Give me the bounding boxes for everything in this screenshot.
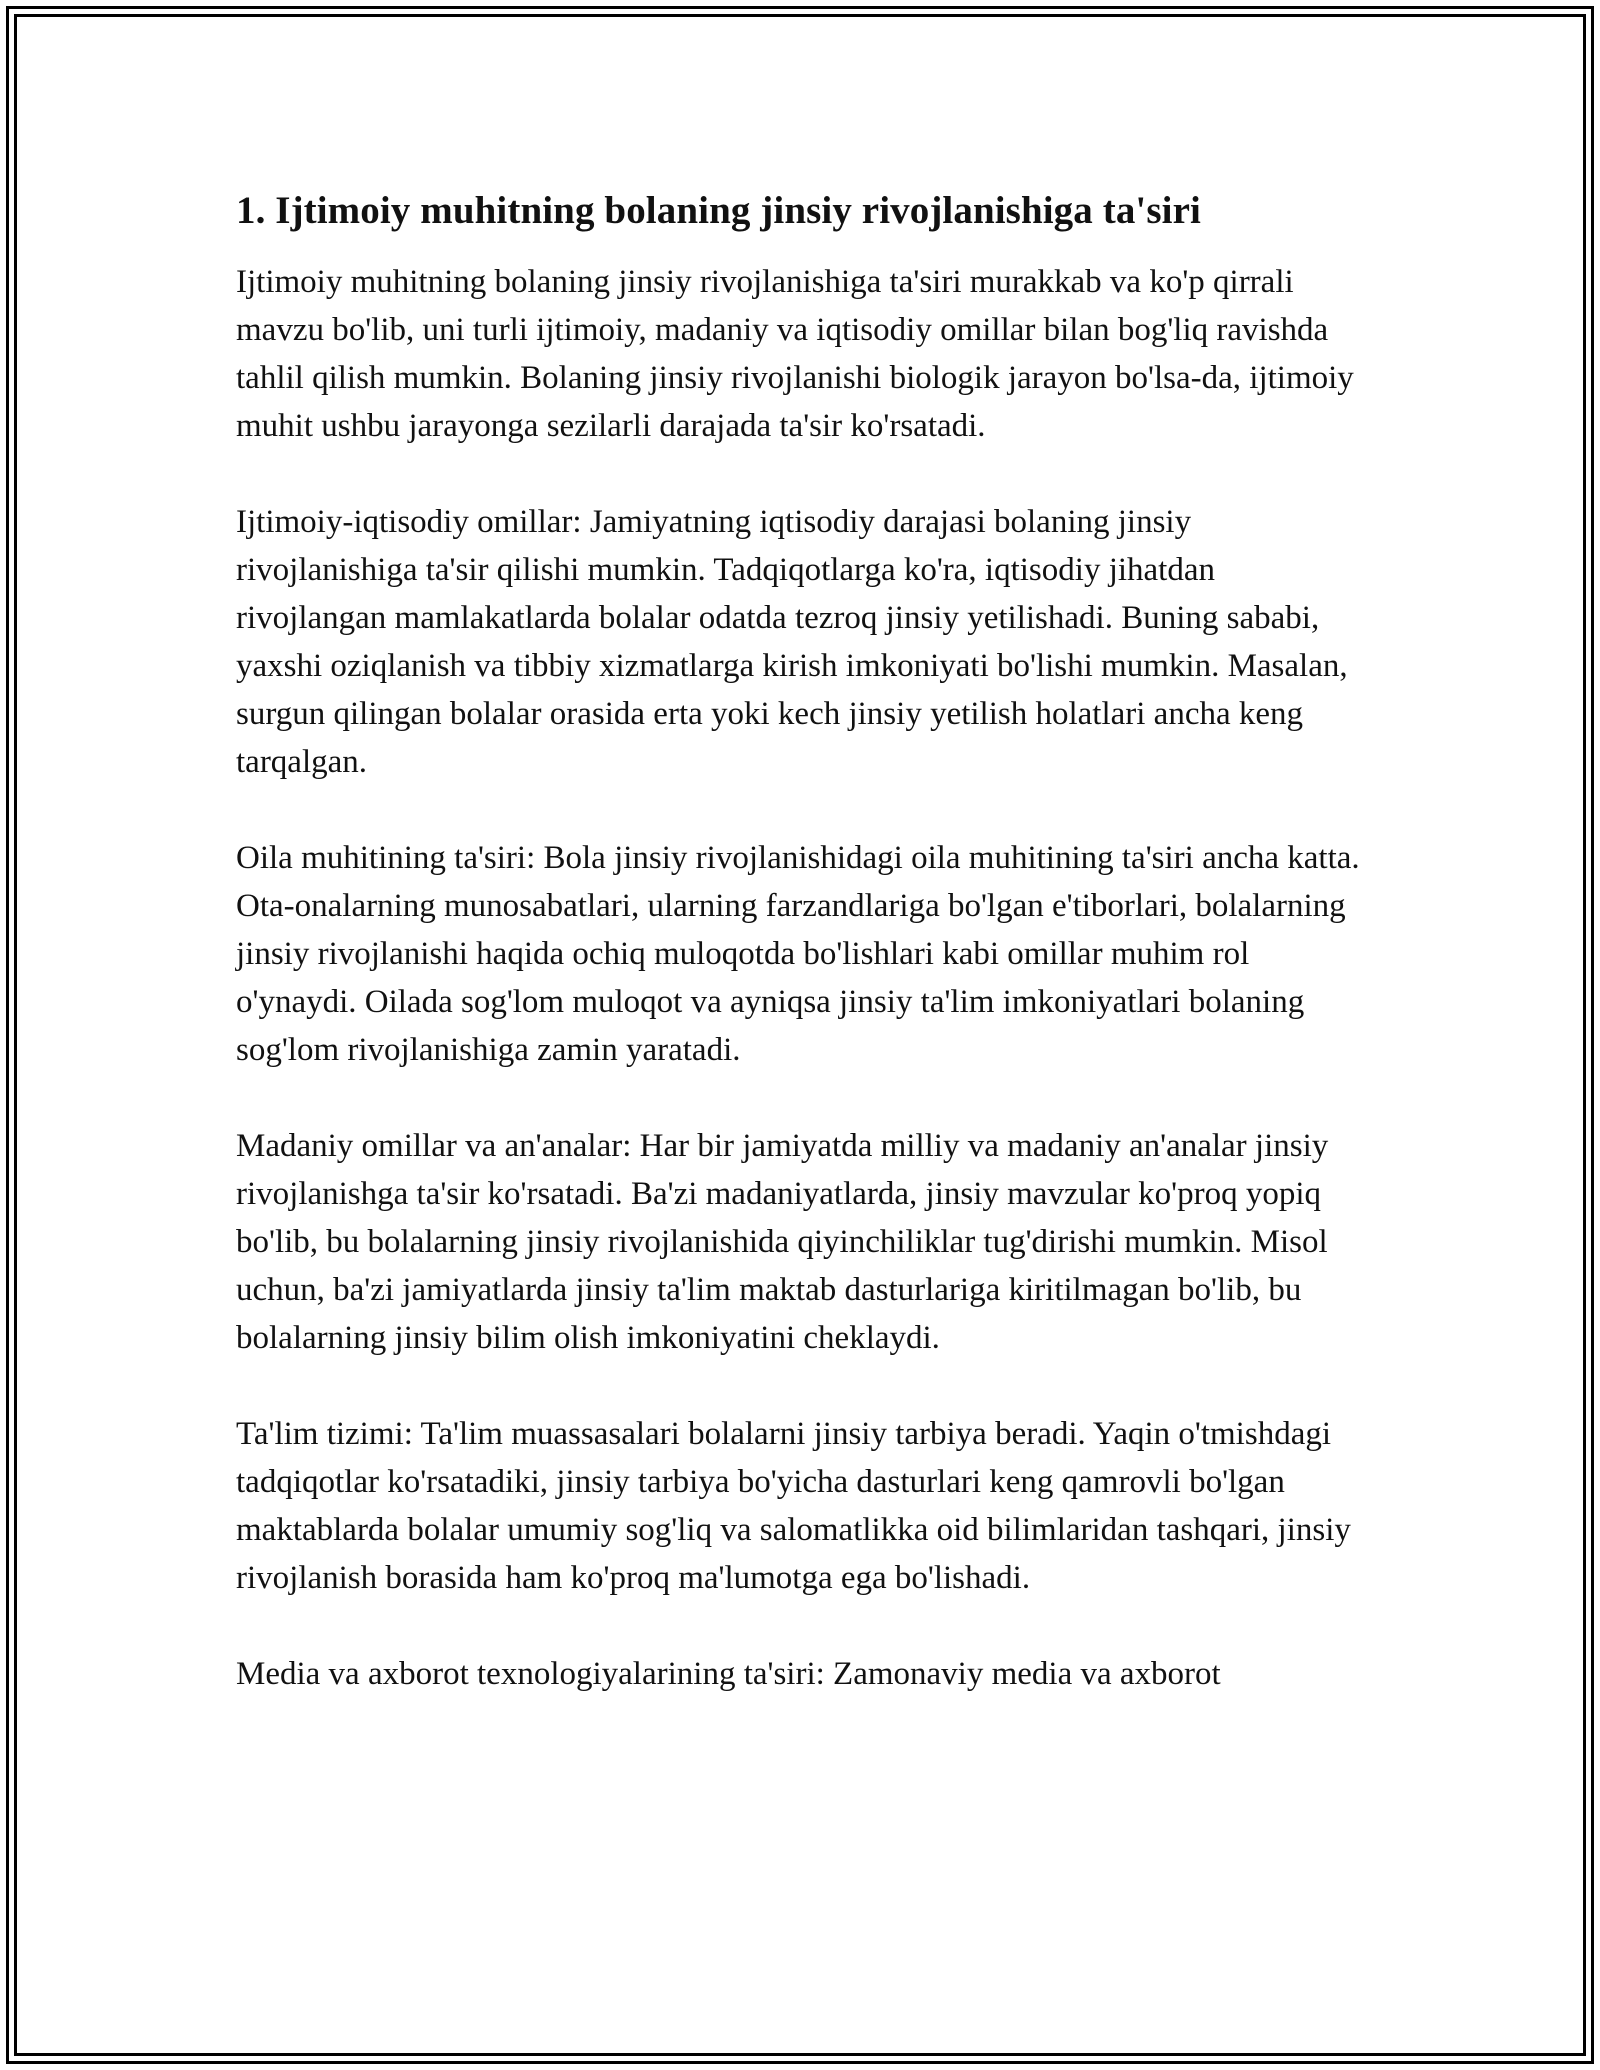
- paragraph-education-system: Ta'lim tizimi: Ta'lim muassasalari bolalarni jinsiy tarbiya beradi. Yaqin o'tmishdagi tadqiqotlar ko'rsatadiki, jinsiy tarbiya bo'yicha dasturlari keng qamrovli bo'lgan maktablarda bolalar umumiy sog'liq va salomatlikka oid bilimlaridan tashqari, jinsiy rivojlanish borasida ham ko'proq ma'lumotga ega bo'lishadi.: [236, 1416, 1351, 1596]
- paragraph-socioeconomic-factors: Ijtimoiy-iqtisodiy omillar: Jamiyatning iqtisodiy darajasi bolaning jinsiy rivojlanishiga ta'sir qilishi mumkin. Tadqiqotlarga ko'ra, iqtisodiy jihatdan rivojlangan mamlakatlarda bolalar odatda tezroq jinsiy yetilishadi. Buning sababi, yaxshi oziqlanish va tibbiy xizmatlarga kirish imkoniyati bo'lishi mumkin. Masalan, surgun qilingan bolalar orasida erta yoki kech jinsiy yetilish holatlari ancha keng tarqalgan.: [236, 504, 1348, 780]
- document-body: [236, 186, 1366, 1698]
- paragraph-family-environment: Oila muhitining ta'siri: Bola jinsiy rivojlanishidagi oila muhitining ta'siri ancha katta. Ota-onalarning munosabatlari, ularning farzandlariga bo'lgan e'tiborlari, bolalarning jinsiy rivojlanishi haqida ochiq muloqotda bo'lishlari kabi omillar muhim rol o'ynaydi. Oilada sog'lom muloqot va ayniqsa jinsiy ta'lim imkoniyatlari bolaning sog'lom rivojlanishiga zamin yaratadi.: [236, 840, 1360, 1068]
- section-heading: 1. Ijtimoiy muhitning bolaning jinsiy rivojlanishiga ta'siri: [236, 189, 1201, 232]
- paragraph-media-technology: Media va axborot texnologiyalarining ta'siri: Zamonaviy media va axborot: [236, 1656, 1221, 1692]
- paragraph-cultural-factors: Madaniy omillar va an'analar: Har bir jamiyatda milliy va madaniy an'analar jinsiy rivojlanishga ta'sir ko'rsatadi. Ba'zi madaniyatlarda, jinsiy mavzular ko'proq yopiq bo'lib, bu bolalarning jinsiy rivojlanishida qiyinchiliklar tug'dirishi mumkin. Misol uchun, ba'zi jamiyatlarda jinsiy ta'lim maktab dasturlariga kiritilmagan bo'lib, bu bolalarning jinsiy bilim olish imkoniyatini cheklaydi.: [236, 1128, 1329, 1356]
- paragraph-intro: Ijtimoiy muhitning bolaning jinsiy rivojlanishiga ta'siri murakkab va ko'p qirrali mavzu bo'lib, uni turli ijtimoiy, madaniy va iqtisodiy omillar bilan bog'liq ravishda tahlil qilish mumkin. Bolaning jinsiy rivojlanishi biologik jarayon bo'lsa-da, ijtimoiy muhit ushbu jarayonga sezilarli darajada ta'sir ko'rsatadi.: [236, 264, 1354, 444]
